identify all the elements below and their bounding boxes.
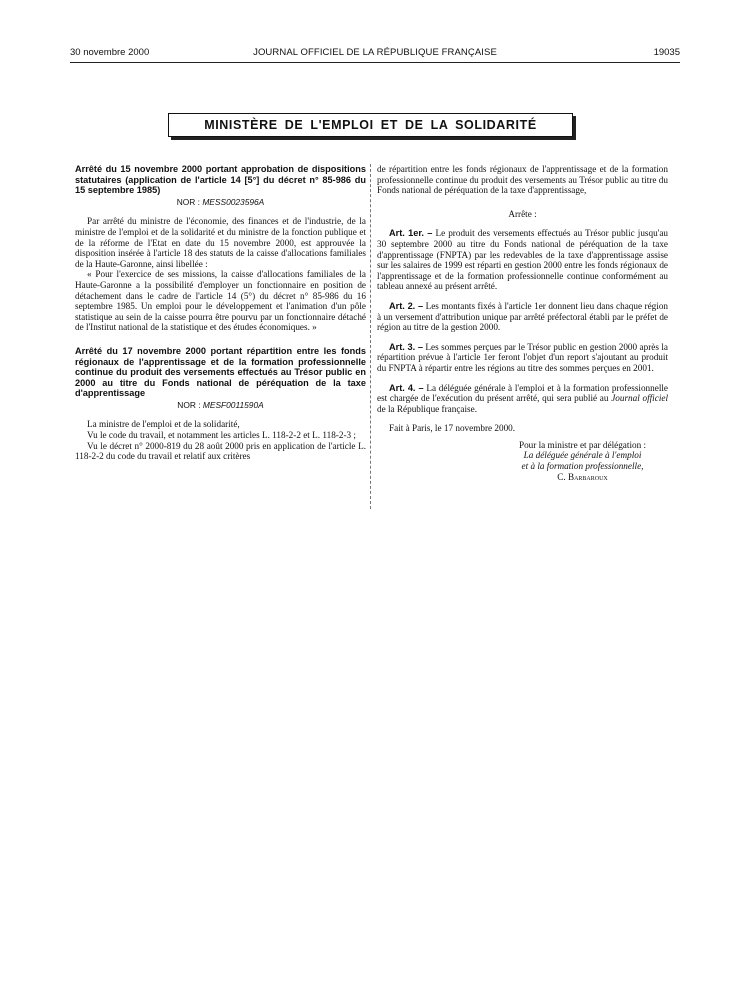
- signature-line-1: Pour la ministre et par délégation :: [518, 439, 647, 450]
- article-2-text: Les montants fixés à l'article 1er donnent lieu dans chaque région à un versement d'attribution unique par arrêté préfectoral établi par le préfet de région au titre de la gestion 2000.: [377, 300, 669, 333]
- decree1-paragraph-2: « Pour l'exercice de ses missions, la caisse d'allocations familiales de la Haute-Garonne a la possibilité d'employer un fonctionnaire en position de détachement dans le cadre de l'article 14 (5°) du décret n° 85-986 du 16 septembre 1985. Un emploi pour le développement et l'animation d'un pôle statistique au sein de la caisse pourra être pourvu par un fonctionnaire détaché de l'Institut national de la statistique et des études économiques. »: [75, 269, 366, 333]
- signature-block: [497, 440, 668, 482]
- article-4-journal: Journal officiel: [611, 393, 668, 404]
- decree1-nor: [75, 197, 366, 208]
- decree2-paragraph-1: La ministre de l'emploi et de la solidarité,: [87, 419, 240, 430]
- decree1-nor-label: NOR :: [176, 196, 200, 207]
- header-journal-title: JOURNAL OFFICIEL DE LA RÉPUBLIQUE FRANÇAISE: [253, 47, 497, 58]
- decree2-nor: [75, 400, 366, 411]
- left-column: [75, 164, 366, 462]
- ministry-title: MINISTÈRE DE L'EMPLOI ET DE LA SOLIDARITÉ: [204, 118, 537, 132]
- decree2-nor-label: NOR :: [177, 399, 201, 410]
- article-1-label: Art. 1er. –: [389, 228, 433, 239]
- decree2-paragraph-3: Vu le décret n° 2000-819 du 28 août 2000 pris en application de l'article L. 118-2-2 du code du travail et relatif aux critères: [75, 440, 366, 462]
- decree1-nor-code: MESS0023596A: [202, 196, 265, 207]
- article-3-label: Art. 3. –: [389, 341, 423, 352]
- column-divider: [370, 164, 371, 509]
- article-4-text-b: de la République française.: [377, 403, 477, 414]
- article-2: [377, 301, 668, 333]
- header-page-number: 19035: [653, 47, 680, 58]
- decree2-continuation: de répartition entre les fonds régionaux de l'apprentissage et de la formation professionnelle continue du produit des versements au Trésor public au titre du Fonds national de péréquation de la taxe d'apprentissage,: [377, 164, 668, 196]
- article-4-text-a: La déléguée générale à l'emploi et à la formation professionnelle est chargée de l'exécution du présent arrêté, qui sera publié au: [377, 382, 669, 404]
- article-3-text: Les sommes perçues par le Trésor public en gestion 2000 après la répartition prévue à l'article 1er feront l'objet d'un report s'ajoutant au produit du FNPTA à répartir entre les régions au titre des sommes perçues en 2001.: [377, 341, 668, 373]
- ministry-box: [168, 113, 573, 137]
- header-date: 30 novembre 2000: [70, 47, 150, 58]
- article-3: [377, 342, 668, 374]
- article-1: [377, 228, 668, 292]
- running-header: [70, 47, 680, 61]
- arrete-heading: Arrête :: [508, 208, 537, 219]
- decree1-title: Arrêté du 15 novembre 2000 portant approbation de dispositions statutaires (application de l'article 14 [5°] du décret n° 85-986 du 15 septembre 1985): [75, 164, 366, 196]
- decree2-nor-code: MESF0011590A: [202, 399, 264, 410]
- decree2-paragraph-2: Vu le code du travail, et notamment les articles L. 118-2-2 et L. 118-2-3 ;: [87, 430, 356, 441]
- article-4: [377, 383, 668, 415]
- right-column: [377, 164, 668, 482]
- signature-name: C. Barbaroux: [557, 471, 608, 482]
- signature-line-2: La déléguée générale à l'emploi: [523, 450, 642, 461]
- article-4-label: Art. 4. –: [389, 382, 424, 393]
- article-2-label: Art. 2. –: [389, 300, 424, 311]
- decree1-paragraph-1: Par arrêté du ministre de l'économie, des finances et de l'industrie, de la ministre de l'emploi et de la solidarité et du ministre de la fonction publique et de la réforme de l'Etat en date du 15 novembre 2000, est approuvée la disposition insérée à l'article 18 des statuts de la caisse d'allocations familiales de la Haute-Garonne, ainsi libellée :: [75, 216, 366, 269]
- article-1-text: Le produit des versements effectués au Trésor public jusqu'au 30 septembre 2000 au titre du Fonds national de péréquation de la taxe d'apprentissage (FNPTA) par les redevables de la taxe d'apprentissage assise sur les salaires de 1999 est réparti en gestion 2000 entre les fonds régionaux de l'apprentissage et de la formation professionnelle continue conformément au tableau annexé au présent arrêté.: [377, 228, 669, 292]
- signature-line-3: et à la formation professionnelle,: [521, 461, 644, 472]
- header-rule: [70, 62, 680, 63]
- decree2-title: Arrêté du 17 novembre 2000 portant répartition entre les fonds régionaux de l'apprentissage et de la formation professionnelle continue du produit des versements effectués au Trésor public en 2000 au titre du Fonds national de péréquation de la taxe d'apprentissage: [75, 345, 366, 399]
- done-at: Fait à Paris, le 17 novembre 2000.: [389, 423, 516, 434]
